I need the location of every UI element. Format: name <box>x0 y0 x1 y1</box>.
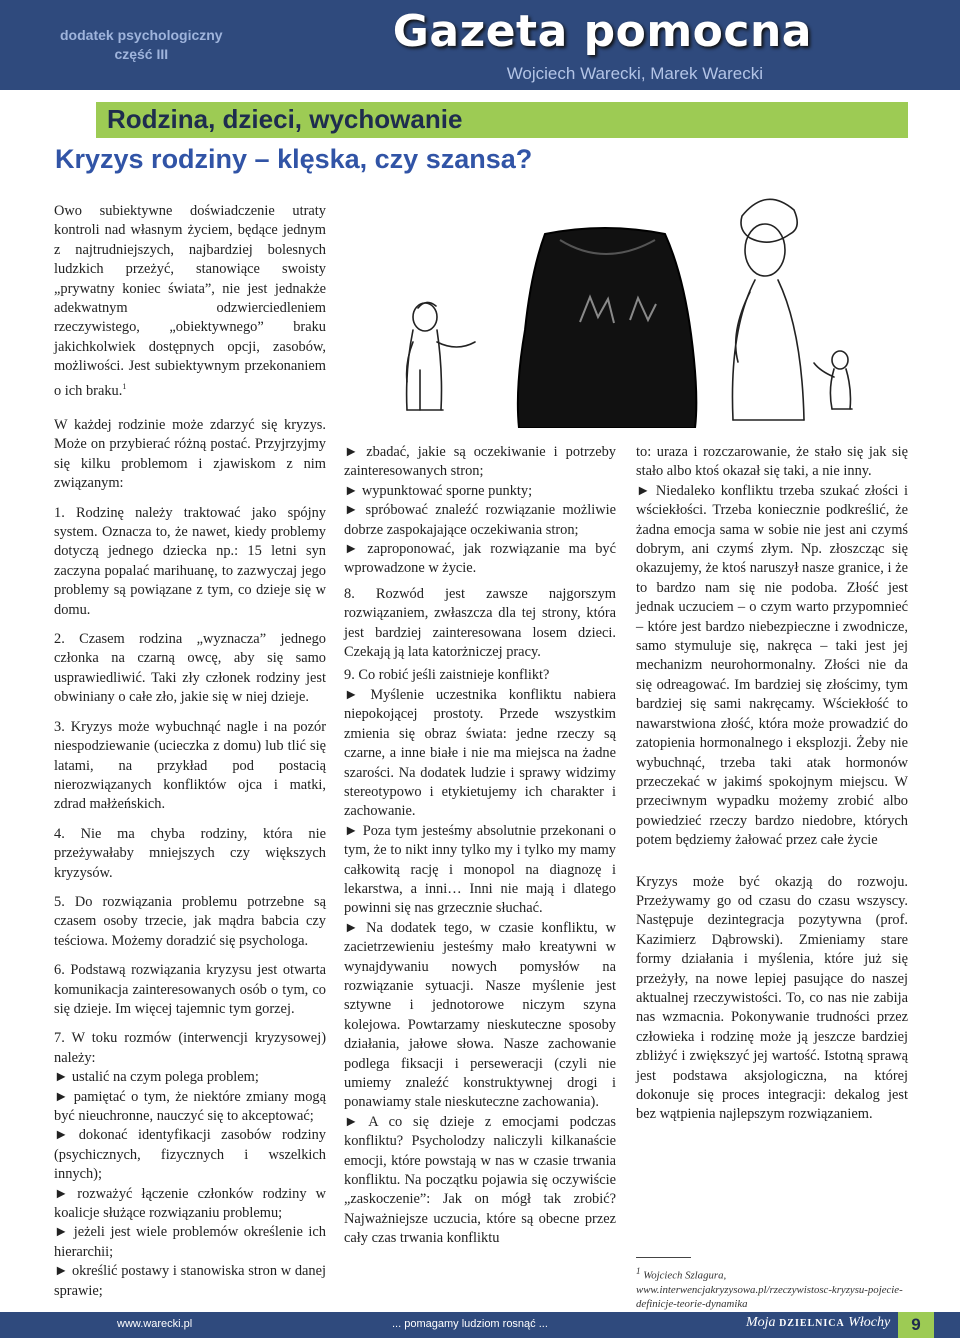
paragraph: to: uraza i rozczarowanie, że stało się jak się stało albo ktoś okazał się taki, a nie inny. <box>636 444 908 480</box>
coat-figure <box>518 228 696 428</box>
footnote <box>636 1264 912 1311</box>
footnote-ref: 1 <box>122 381 127 391</box>
newspaper-title: Gazeta pomocna <box>392 6 812 57</box>
list-item: ► określić postawy i stanowiska stron w danej sprawie; <box>54 1263 326 1299</box>
paragraph: Kryzys może być okazją do rozwoju. Przeżywamy go od czasu do czasu wszyscy. Następuje dezintegracja pozytywna (prof. Kazimierz Dąbrowski). Zmieniamy stare formy działania i myślenia, które już się przeżyły, na nowe lepiej pasujące do naszej aktualnej rzeczywistości. To, co nas nie zabija nas wzmacnia. Pokonywanie trudności przez człowieka i rodzinę może ją jeszcze bardziej zbliżyć i zwiększyć jej wartość. Istotną sprawą jest podstawa aksjologiczna, na której dokonuje się proces integracji: dekalog jest bez wątpienia najlepszym rozwiązaniem. <box>636 873 908 1123</box>
intro-text: Owo subiektywne doświadczenie utraty kontroli nad własnym życiem, będące jednym z najtrudniejszych, najbardziej bolesnych ludzkich przeżyć, stanowiące swoisty „prywatny koniec świata”, nie jest jednakże adekwatnym odzwierciedleniem rzeczywistego, „obiektywnego” braku jakichkolwiek dostępnych opcji, zasobów, możliwości. Jest subiektywnym przekonaniem o ich braku. <box>54 203 326 399</box>
list-item: ► Myślenie uczestnika konfliktu nabiera niepokojącej prostoty. Przede wszystkim zmienia się obraz świata: jedne rzeczy są czarne, a inne białe i nie ma miejsca na żadne szarości. Na dodatek ludzie i sprawy widzimy stereotypowo i etykietujemy ich charakter i zachowanie. <box>344 686 616 820</box>
paragraph: W każdej rodzinie może zdarzyć się kryzys. Może on przybierać różną postać. Przyjrzyjmy się kilku problemom i zjawiskom z nim związanym: <box>54 417 326 492</box>
paragraph: 8. Rozwód jest zawsze najgorszym rozwiązaniem, zwłaszcza dla tej strony, która jest bardziej zainteresowana losem dzieci. Czekają ją lata katorżniczej pracy. <box>344 585 616 661</box>
supplement-line2: część III <box>114 46 169 62</box>
paragraph: 5. Do rozwiązania problemu potrzebne są czasem osoby trzecie, jak mądra babcia czy teściowa. Możemy doradzić się psychologa. <box>54 893 326 949</box>
list-item: ► zaproponować, jak rozwiązanie ma być wprowadzone w życie. <box>344 541 616 577</box>
footnote-text: Wojciech Szlagura, www.interwencjakryzysowa.pl/rzeczywistosc-kryzysu-pojecie-definicje-teorie-dynamika <box>636 1269 903 1310</box>
list-item: ► dokonać identyfikacji zasobów rodziny (psychicznych, fizycznych i wszelkich innych); <box>54 1127 326 1183</box>
column-3 <box>636 443 908 1135</box>
column-1 <box>54 416 326 1301</box>
list-item: ► ustalić na czym polega problem; <box>54 1069 259 1086</box>
supplement-label <box>60 26 223 64</box>
list-item: ► jeżeli jest wiele problemów określenie ich hierarchii; <box>54 1224 326 1260</box>
brand-part3: Włochy <box>848 1315 891 1330</box>
article-title: Kryzys rodziny – klęska, czy szansa? <box>55 144 533 174</box>
list-item: ► spróbować znaleźć rozwiązanie możliwie dobrze zaspokajające oczekiwania stron; <box>344 502 616 538</box>
footer-brand-logo <box>746 1315 890 1331</box>
column-2 <box>344 443 616 1249</box>
list-item: ► Niedaleko konfliktu trzeba szukać złości i wściekłości. Trzeba koniecznie podkreślić, że żadna emocja sama w sobie nie jest ani czymś dobrym, ani czymś złym. Np. złoszcząc się okazujemy, że ktoś naruszył nasze granice, i że to bardzo nam się nie podoba. Złość jest jednak uczuciem – o czym warto przypomnieć – które jest bardzo niebezpieczne i zwodnicze, samo stymuluje się, nakręca – taki jest jej mechanizm neurohormonalny. Złości nie da się odreagować. Im bardziej się złościmy, tym bardziej się sami nakręcamy. Wściekłość to nawarstwiona złość, która może prowadzić do zatopienia hormonalnego i eksplozji. Żeby nie wybuchnąć, trzeba taki atak hormonów przeczekać w jakimś spokojnym miejscu. W przeciwnym wypadku możemy zrobić albo powiedzieć rzeczy bardzo niedobre, których potem będziemy żałować przez całe życie <box>636 482 908 849</box>
list-item: ► wypunktować sporne punkty; <box>344 482 533 499</box>
section-title: Rodzina, dzieci, wychowanie <box>107 104 463 134</box>
paragraph: 3. Kryzys może wybuchnąć nagle i na pozór niespodziewanie (ucieczka z domu) lub tlić się latami, na przykład pod postacią nierozwiązanych konfliktów ojca i matki, zdrad małżeńskich. <box>54 718 326 813</box>
paragraph: 7. W toku rozmów (interwencji kryzysowej) należy: <box>54 1030 326 1066</box>
paragraph: 9. Co robić jeśli zaistnieje konflikt? <box>344 667 550 684</box>
family-illustration <box>390 192 910 428</box>
page-number: 9 <box>898 1312 934 1338</box>
paragraph: 1. Rodzinę należy traktować jako spójny system. Oznacza to, że nawet, kiedy problemy dotyczą jednego dziecka np.: 15 letni syn zaczyna popalać marihuanę, to zazwyczaj jego problemy są powiązane z tym, co dzieje się w domu. <box>54 504 326 618</box>
footnote-mark: 1 <box>636 1266 641 1276</box>
intro-paragraph <box>54 202 326 401</box>
list-item: ► Na dodatek tego, w czasie konfliktu, w zacietrzewieniu jesteśmy mało kreatywni w wynajdywaniu nowych pomysłów na rozwiązanie sytuacji. Nasze myślenie jest sztywne i jednotorowe niczym szyna kolejowa. Powtarzamy nieskuteczne sposoby działania, jałowe słowa. Nasze zachowanie podlega fiksacji i perseweracji (czyli nie umiemy znaleźć konstruktywnej drogi i ponawiamy stale nieskuteczne zachowania). <box>344 919 616 1111</box>
list-item: ► Poza tym jesteśmy absolutnie przekonani o tym, że to nikt inny tylko my i tylko my mamy całkowitą rację i monopol na diagnozę i lekarstwa, a inni… Inni nie mają i dlatego powinni się nas grzecznie słuchać. <box>344 822 616 917</box>
paragraph: 2. Czasem rodzina „wyznacza” jednego członka na czarną owcę, aby się samo usprawiedliwić. Taki zły członek rodziny jest obwiniany o całe zło, jakie się w niej dzieje. <box>54 631 326 706</box>
list-item: ► zbadać, jakie są oczekiwanie i potrzeby zainteresowanych stron; <box>344 444 616 480</box>
supplement-line1: dodatek psychologiczny <box>60 27 223 43</box>
footer-slogan: ... pomagamy ludziom rosnąć ... <box>392 1318 548 1330</box>
list-item: ► pamiętać o tym, że niektóre zmiany mogą być nieuchronne, nauczyć się to akceptować; <box>54 1088 326 1124</box>
list-item: ► rozważyć łączenie członków rodziny w koalicje służące rozwiązaniu problemu; <box>54 1185 326 1222</box>
brand-part1: Moja <box>746 1315 776 1330</box>
paragraph: 4. Nie ma chyba rodziny, która nie przeżywałaby mniejszych czy większych kryzysów. <box>54 825 326 881</box>
authors: Wojciech Warecki, Marek Warecki <box>506 64 763 83</box>
paragraph: 6. Podstawą rozwiązania kryzysu jest otwarta komunikacja zainteresowanych osób o tym, co się dzieje. Im więcej tajemnic tym gorzej. <box>54 962 326 1017</box>
footer-website[interactable]: www.warecki.pl <box>117 1318 193 1330</box>
list-item: ► A co się dzieje z emocjami podczas konfliktu? Psycholodzy naliczyli kilkanaście emocji, które powstają w nas w czasie trwania konfliktu. Na początku pojawia się oczywiście „zaskoczenie”: Jak on mógł tak zrobić? Najważniejsze uczucia, które są obecne przez cały czas trwania konfliktu <box>344 1113 616 1247</box>
footnote-divider <box>636 1257 691 1258</box>
brand-part2: DZIELNICA <box>779 1318 845 1329</box>
